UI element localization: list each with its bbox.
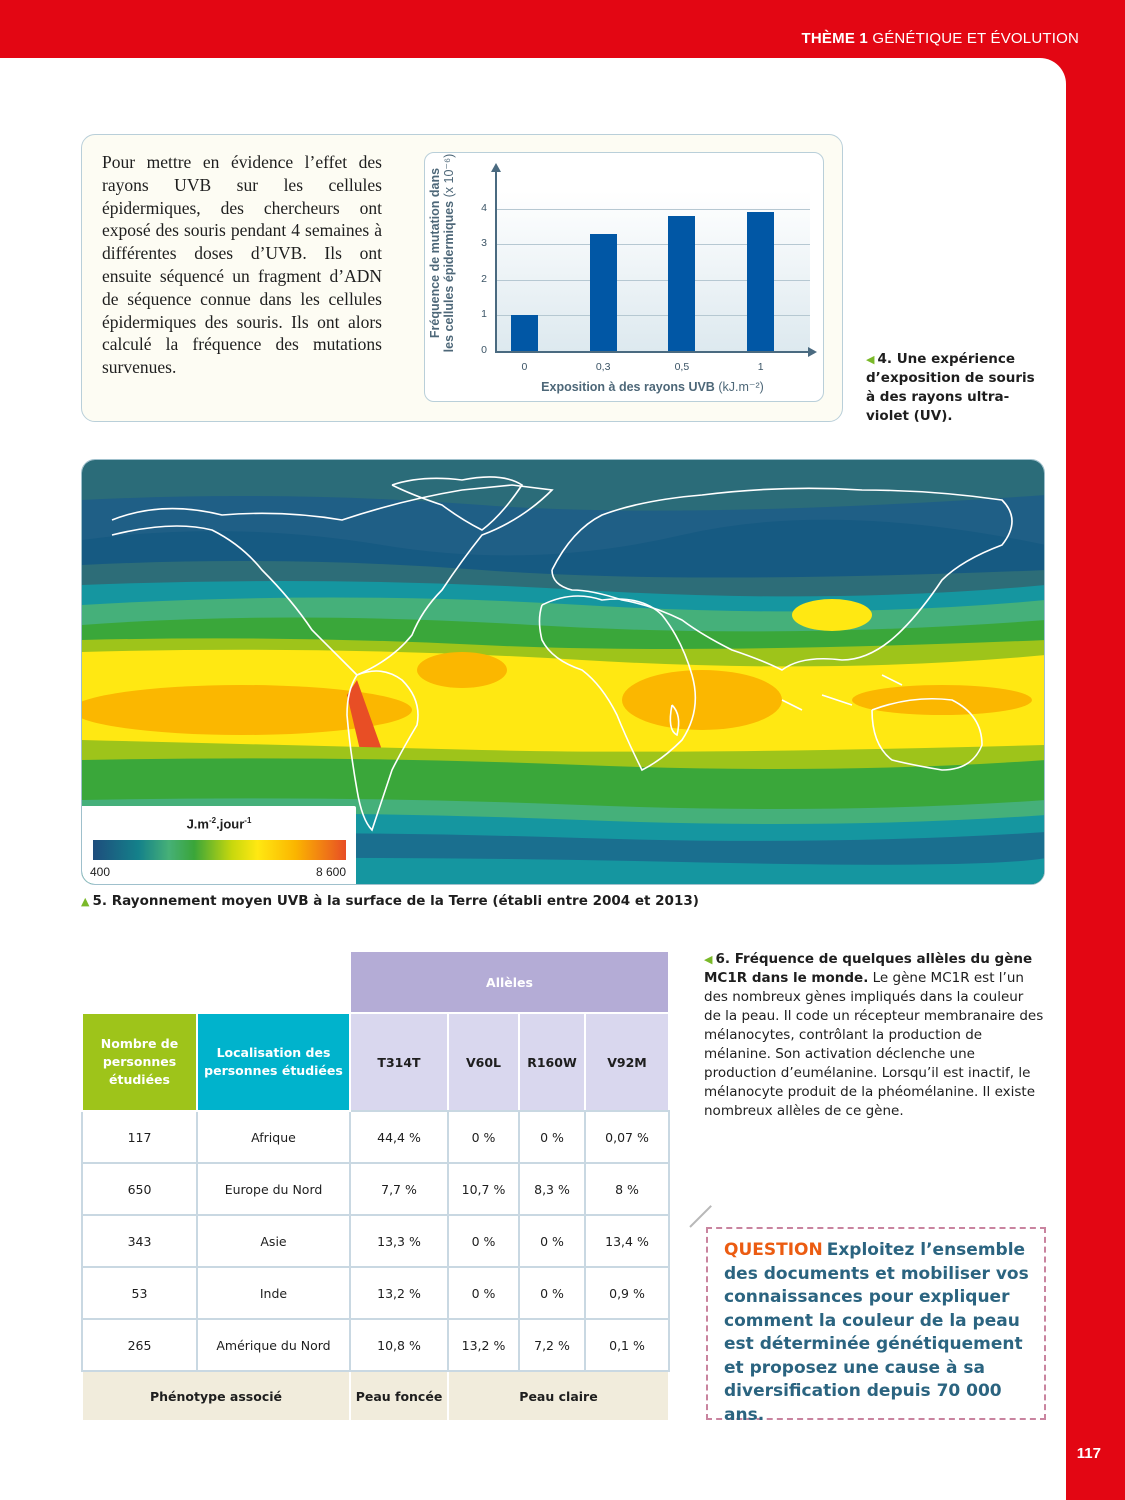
cell-allele-value: 13,2 % [448,1319,519,1371]
cell-location: Europe du Nord [197,1163,350,1215]
table-row [82,1163,669,1215]
cell-count: 117 [82,1111,197,1163]
legend-color-scale [93,840,346,860]
theme-name: GÉNÉTIQUE ET ÉVOLUTION [872,30,1079,47]
cell-count: 53 [82,1267,197,1319]
cell-allele-value: 7,7 % [350,1163,448,1215]
chart-x-label: Exposition à des rayons UVB (kJ.m⁻²) [541,380,764,394]
x-axis-arrow-icon [808,347,817,357]
chart-x-tick: 1 [757,361,764,373]
cell-location: Inde [197,1267,350,1319]
cell-allele-value: 8,3 % [519,1163,585,1215]
header-allele: V60L [448,1013,519,1111]
phenotype-row [82,1371,669,1421]
caption-triangle-up-icon: ▲ [81,895,90,908]
chart-bar [511,315,538,351]
chart-bar [747,212,774,351]
doc6-caption: ◀ 6. Fréquence de quelques allèles du gène MC1R dans le monde. Le gène MC1R est l’un des nombreux gènes impliqués dans la couleur de la peau. Il code un récepteur membranaire des mélanocytes, contrôlant la production de mélanine. Son activation déclenche une production d’eumélanine. Lorsqu’il est inactif, le mélanocyte produit de la phéomélanine. Il existe nombreux allèles de ce gène. [704,951,1044,1119]
phenotype-light: Peau claire [448,1371,669,1421]
table-row [82,1215,669,1267]
caption-triangle-left-icon: ◀ [704,953,713,966]
chapter-header-bar [0,0,1125,58]
question-text: QUESTION Exploitez l’ensemble des documents et mobiliser vos connaissances pour expliquer comment la couleur de la peau est déterminée génétiquement et proposez une cause à sa diversification depuis 70 000 ans. [724,1240,1029,1425]
table-header-row [82,1013,669,1111]
chart-gridline [495,209,810,210]
cell-allele-value: 13,4 % [585,1215,669,1267]
header-count: Nombre de personnes étudiées [82,1013,197,1111]
allele-frequency-table [81,950,670,1422]
header-allele: V92M [585,1013,669,1111]
mutation-bar-chart [424,152,824,402]
cell-allele-value: 10,7 % [448,1163,519,1215]
header-location: Localisation des personnes étudiées [197,1013,350,1111]
chart-x-tick: 0,3 [595,361,611,373]
cell-allele-value: 7,2 % [519,1319,585,1371]
chart-x-axis [495,351,810,353]
phenotype-dark: Peau foncée [350,1371,448,1421]
page-number: 117 [1076,1445,1101,1462]
doc4-description: Pour mettre en évidence l’effet des rayons UVB sur les cellules épidermiques, des chercheurs ont exposé des souris pendant 4 semaines à différentes doses d’UVB. Ils ont ensuite séquencé un fragment d’ADN de séquence connue dans les cellules épidermiques des souris. Ils ont alors calculé la fréquence des mutations survenues. [102,152,382,378]
table-row [82,1111,669,1163]
chart-x-tick: 0 [521,361,528,373]
cell-allele-value: 0 % [519,1111,585,1163]
cell-count: 343 [82,1215,197,1267]
question-box [706,1227,1046,1425]
alleles-group-header: Allèles [350,951,669,1013]
chart-y-label: Fréquence de mutation dans les cellules épidermiques (x 10⁻⁶) [428,153,456,353]
header-allele: T314T [350,1013,448,1111]
cell-location: Afrique [197,1111,350,1163]
cell-allele-value: 0 % [519,1267,585,1319]
cell-allele-value: 0 % [448,1267,519,1319]
chart-y-tick: 1 [481,308,487,321]
header-allele: R160W [519,1013,585,1111]
theme-title [802,30,1079,47]
chart-x-tick: 0,5 [674,361,690,373]
cell-allele-value: 0,9 % [585,1267,669,1319]
y-axis-arrow-icon [491,163,501,172]
cell-allele-value: 13,2 % [350,1267,448,1319]
legend-max-value: 8 600 [315,865,346,879]
doc4-caption: ◀ 4. Une expérience d’exposition de souris à des rayons ultra-violet (UV). [866,351,1035,424]
doc5-caption: ▲ 5. Rayonnement moyen UVB à la surface de la Terre (établi entre 2004 et 2013) [81,893,699,909]
legend-min-value: 400 [90,865,111,879]
cell-location: Asie [197,1215,350,1267]
cell-allele-value: 0,1 % [585,1319,669,1371]
chart-y-tick: 0 [481,344,487,356]
table-row [82,1267,669,1319]
uvb-world-map [81,459,1045,885]
chart-bar [590,234,617,351]
table-group-header-row [82,951,669,1013]
cell-count: 265 [82,1319,197,1371]
cell-allele-value: 0 % [519,1215,585,1267]
cell-allele-value: 44,4 % [350,1111,448,1163]
question-label: QUESTION [724,1240,823,1260]
caption-triangle-left-icon: ◀ [866,353,875,366]
cell-allele-value: 0,07 % [585,1111,669,1163]
phenotype-label: Phénotype associé [82,1371,350,1421]
theme-label: THÈME 1 [801,30,868,47]
cell-location: Amérique du Nord [197,1319,350,1371]
cell-allele-value: 0 % [448,1215,519,1267]
table-row [82,1319,669,1371]
chart-bar [668,216,695,351]
legend-unit: $J.m^{-2}.jour^{-1}$ [186,816,252,832]
map-legend [82,806,356,885]
cell-count: 650 [82,1163,197,1215]
cell-allele-value: 13,3 % [350,1215,448,1267]
cell-allele-value: 8 % [585,1163,669,1215]
cell-allele-value: 0 % [448,1111,519,1163]
chart-y-tick: 3 [481,237,487,250]
chart-plot-area [495,191,810,351]
chart-y-axis [495,167,497,352]
chart-y-tick: 2 [481,272,487,285]
chart-y-tick: 4 [481,201,487,214]
cell-allele-value: 10,8 % [350,1319,448,1371]
